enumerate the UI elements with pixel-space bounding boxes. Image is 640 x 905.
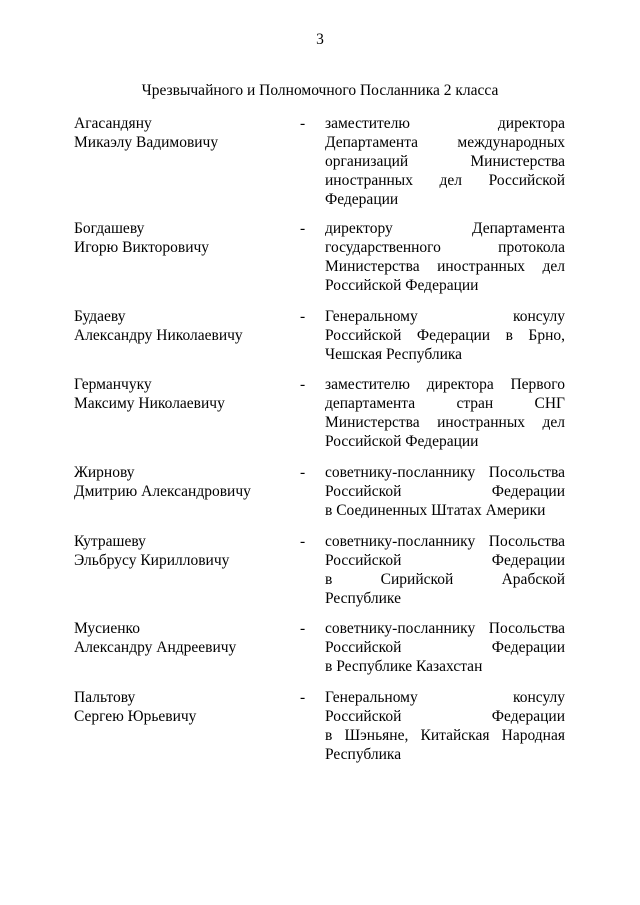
position-line: Генеральному консулу (325, 689, 565, 706)
surname: Пальтову (74, 689, 136, 706)
position-line: Республика (325, 746, 402, 763)
position-line: советнику-посланнику Посольства (325, 620, 565, 637)
position-line: Республике (325, 590, 401, 607)
person-name (74, 619, 294, 657)
given-name: Сергею Юрьевичу (74, 708, 197, 725)
position-line: Российской Федерации в Брно, (325, 327, 565, 344)
position-title (325, 463, 565, 520)
position-line: государственного протокола (325, 239, 565, 256)
dash-separator: - (300, 689, 306, 706)
position-line: Российской Федерации (325, 483, 565, 500)
surname: Германчуку (74, 376, 152, 393)
given-name: Максиму Николаевичу (74, 395, 225, 412)
position-line: Чешская Республика (325, 346, 463, 363)
position-title (325, 619, 565, 676)
position-line: в Сирийской Арабской (325, 571, 565, 588)
position-title (325, 375, 565, 451)
surname: Мусиенко (74, 620, 140, 637)
dash-separator: - (300, 533, 306, 550)
person-name (74, 532, 294, 570)
person-name (74, 114, 294, 152)
person-name (74, 307, 294, 345)
surname: Богдашеву (74, 220, 145, 237)
position-line: Министерства иностранных дел (325, 258, 565, 275)
position-line: департамента стран СНГ (325, 395, 565, 412)
position-title (325, 219, 565, 295)
position-line: заместителю директора (325, 115, 565, 132)
position-line: Федерации (325, 191, 399, 208)
position-line: Российской Федерации (325, 552, 565, 569)
surname: Жирнову (74, 464, 135, 481)
position-line: советнику-посланнику Посольства (325, 464, 565, 481)
section-heading: Чрезвычайного и Полномочного Посланника 2 класса (141, 82, 499, 99)
position-line: Министерства иностранных дел (325, 414, 565, 431)
surname: Будаеву (74, 308, 126, 325)
person-name (74, 688, 294, 726)
person-name (74, 463, 294, 501)
position-line: Российской Федерации (325, 639, 565, 656)
position-title (325, 114, 565, 209)
position-line: директору Департамента (325, 220, 565, 237)
position-title (325, 532, 565, 608)
position-line: в Соединенных Штатах Америки (325, 502, 546, 519)
person-name (74, 219, 294, 257)
position-line: заместителю директора Первого (325, 376, 565, 393)
dash-separator: - (300, 115, 306, 132)
given-name: Игорю Викторовичу (74, 239, 210, 256)
position-line: Российской Федерации (325, 277, 479, 294)
position-line: Генеральному консулу (325, 308, 565, 325)
position-line: советнику-посланнику Посольства (325, 533, 565, 550)
position-line: иностранных дел Российской (325, 172, 565, 189)
position-title (325, 307, 565, 364)
dash-separator: - (300, 376, 306, 393)
dash-separator: - (300, 464, 306, 481)
position-line: в Республике Казахстан (325, 658, 483, 675)
position-line: Департамента международных (325, 134, 565, 151)
page-number: 3 (316, 31, 324, 48)
dash-separator: - (300, 220, 306, 237)
position-title (325, 688, 565, 764)
given-name: Эльбрусу Кирилловичу (74, 552, 230, 569)
surname: Агасандяну (74, 115, 152, 132)
given-name: Александру Андреевичу (74, 639, 237, 656)
given-name: Александру Николаевичу (74, 327, 243, 344)
position-line: Российской Федерации (325, 433, 479, 450)
position-line: организаций Министерства (325, 153, 565, 170)
given-name: Микаэлу Вадимовичу (74, 134, 219, 151)
given-name: Дмитрию Александровичу (74, 483, 251, 500)
position-line: в Шэньяне, Китайская Народная (325, 727, 565, 744)
position-line: Российской Федерации (325, 708, 565, 725)
dash-separator: - (300, 620, 306, 637)
surname: Кутрашеву (74, 533, 146, 550)
dash-separator: - (300, 308, 306, 325)
person-name (74, 375, 294, 413)
